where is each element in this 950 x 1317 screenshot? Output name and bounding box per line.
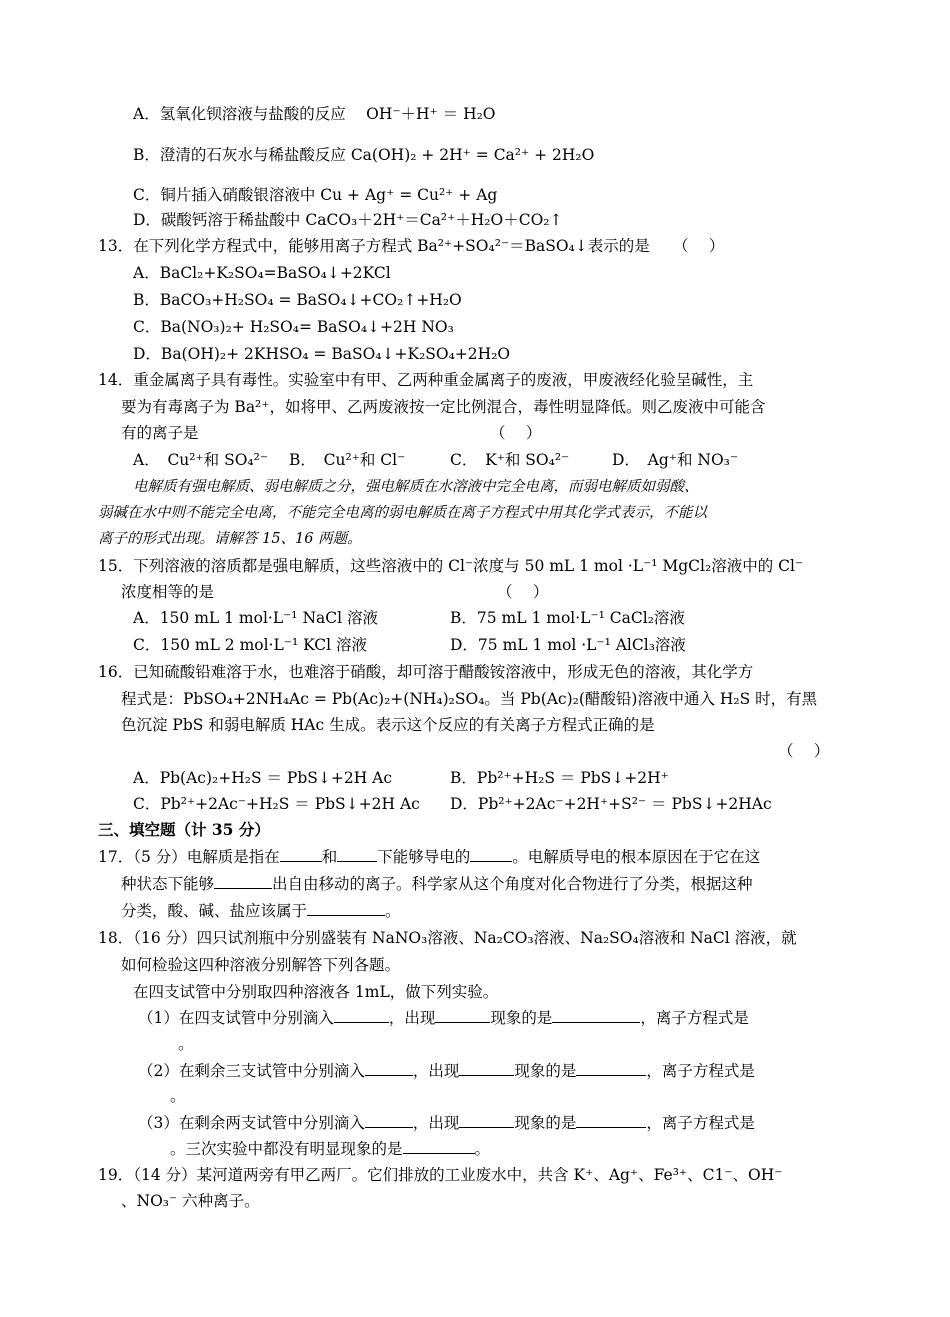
q17-text: 。 (385, 902, 401, 920)
q13-stem: 13．在下列化学方程式中，能够用离子方程式 Ba²⁺+SO₄²⁻＝BaSO₄↓表示的是 （ ） (98, 237, 725, 255)
q16-option-c: C．Pb²⁺+2Ac⁻+H₂S ＝ PbS↓+2H Ac (133, 795, 420, 813)
blank[interactable] (403, 1139, 475, 1154)
passage-line-1: 电解质有强电解质、弱电解质之分，强电解质在水溶液中完全电离，而弱电解质如弱酸、 (133, 479, 699, 495)
q16-line-2: 程式是：PbSO₄+2NH₄Ac = Pb(Ac)₂+(NH₄)₂SO₄。当 Pb(Ac)₂(醋酸铅)溶液中通入 H₂S 时，有黑 (121, 690, 818, 708)
q19-line-2: 、NO₃⁻ 六种离子。 (121, 1192, 260, 1210)
q18-text: ，离子方程式是 (640, 1009, 749, 1027)
q18-line-3: 在四支试管中分别取四种溶液各 1mL，做下列实验。 (133, 983, 499, 1001)
q18-line-1: 18．（16 分）四只试剂瓶中分别盛装有 NaNO₃溶液、Na₂CO₃溶液、Na₂SO₄溶液和 NaCl 溶液，就 (98, 929, 797, 947)
q15-line-2: 浓度相等的是 (121, 583, 215, 601)
q17-line-2 (121, 874, 753, 894)
blank[interactable] (459, 1113, 514, 1128)
q15-option-c: C．150 mL 2 mol·L⁻¹ KCl 溶液 (133, 636, 368, 654)
q13-option-b: B．BaCO₃+H₂SO₄ = BaSO₄↓+CO₂↑+H₂O (133, 291, 462, 309)
q16-line-1: 16．已知硫酸铅难溶于水，也难溶于硝酸，却可溶于醋酸铵溶液中，形成无色的溶液，其化学方 (98, 663, 754, 681)
blank[interactable] (435, 1008, 490, 1023)
q14-option-d: D． Ag⁺和 NO₃⁻ (612, 451, 739, 469)
q17-text: 种状态下能够 (121, 875, 215, 893)
q14-option-a: A． Cu²⁺和 SO₄²⁻ (133, 451, 269, 469)
q16-option-b: B．Pb²⁺+H₂S ＝ PbS↓+2H⁺ (450, 769, 669, 787)
blank[interactable] (280, 847, 322, 862)
q18-text: （3）在剩余两支试管中分别滴入 (138, 1114, 365, 1132)
q18-text: （2）在剩余三支试管中分别滴入 (138, 1062, 365, 1080)
blank[interactable] (337, 847, 377, 862)
q14-answer-paren: （ ） (490, 424, 542, 442)
q17-text: 分类，酸、碱、盐应该属于 (121, 902, 308, 920)
q18-text: ，离子方程式是 (646, 1114, 755, 1132)
q18-text: ，出现 (388, 1009, 436, 1027)
q13-option-a: A．BaCl₂+K₂SO₄=BaSO₄↓+2KCl (133, 264, 391, 282)
passage-line-2: 弱碱在水中则不能完全电离，不能完全电离的弱电解质在离子方程式中用其化学式表示，不能以 (98, 505, 707, 521)
q18-sub-1-end: 。 (178, 1035, 194, 1053)
q18-text: ，出现 (412, 1062, 460, 1080)
q18-text: 现象的是 (514, 1062, 577, 1080)
q18-sub-2 (138, 1061, 755, 1081)
blank[interactable] (307, 901, 385, 916)
q15-line-1: 15．下列溶液的溶质都是强电解质，这些溶液中的 Cl⁻浓度与 50 mL 1 mol ·L⁻¹ MgCl₂溶液中的 Cl⁻ (98, 557, 804, 575)
q18-text: 。 (474, 1140, 491, 1158)
q13-option-c: C．Ba(NO₃)₂+ H₂SO₄= BaSO₄↓+2H NO₃ (133, 318, 454, 336)
q12-option-d: D．碳酸钙溶于稀盐酸中 CaCO₃＋2H⁺＝Ca²⁺＋H₂O＋CO₂↑ (133, 211, 563, 229)
q18-text: ，离子方程式是 (646, 1062, 755, 1080)
blank[interactable] (459, 1061, 514, 1076)
q16-answer-paren: （ ） (778, 742, 830, 760)
q14-option-b: B． Cu²⁺和 Cl⁻ (289, 451, 406, 469)
q18-sub-1 (138, 1008, 749, 1028)
q15-option-a: A．150 mL 1 mol·L⁻¹ NaCl 溶液 (133, 609, 378, 627)
q17-line-1 (98, 847, 760, 867)
q15-option-d: D．75 mL 1 mol ·L⁻¹ AlCl₃溶液 (450, 636, 686, 654)
q15-answer-paren: （ ） (497, 583, 549, 601)
q17-text: 出自由移动的离子。科学家从这个角度对化合物进行了分类，根据这种 (272, 875, 753, 893)
q17-text: 下能够导电的 (377, 848, 471, 866)
q17-text: 和 (321, 848, 338, 866)
q13-option-d: D．Ba(OH)₂+ 2KHSO₄ = BaSO₄↓+K₂SO₄+2H₂O (133, 345, 511, 363)
q18-line-2: 如何检验这四种溶液分别解答下列各题。 (121, 956, 401, 974)
q16-option-d: D．Pb²⁺+2Ac⁻+2H⁺+S²⁻ ＝ PbS↓+2HAc (450, 795, 772, 813)
q16-line-3: 色沉淀 PbS 和弱电解质 HAc 生成。表示这个反应的有关离子方程式正确的是 (121, 716, 655, 734)
blank[interactable] (576, 1113, 646, 1128)
q12-option-c: C．铜片插入硝酸银溶液中 Cu + Ag⁺ = Cu²⁺ + Ag (133, 186, 498, 204)
q18-text: ，出现 (412, 1114, 460, 1132)
blank[interactable] (552, 1008, 640, 1023)
q18-sub-3-end (170, 1139, 490, 1159)
q18-text: 现象的是 (514, 1114, 577, 1132)
q17-text: 17．（5 分）电解质是指在 (98, 848, 280, 866)
q17-line-3 (121, 901, 401, 921)
q18-text: （1）在四支试管中分别滴入 (138, 1009, 334, 1027)
q15-option-b: B．75 mL 1 mol·L⁻¹ CaCl₂溶液 (450, 609, 685, 627)
q18-text: 。三次实验中都没有明显现象的是 (170, 1140, 403, 1158)
blank[interactable] (334, 1008, 389, 1023)
q14-line-3: 有的离子是 (121, 424, 199, 442)
blank[interactable] (365, 1113, 413, 1128)
q19-line-1: 19．（14 分）某河道两旁有甲乙两厂。它们排放的工业废水中，共含 K⁺、Ag⁺、Fe³⁺、C1⁻、OH⁻ (98, 1166, 783, 1184)
q18-sub-2-end: 。 (170, 1087, 186, 1105)
blank[interactable] (214, 874, 272, 889)
q17-text: 。电解质导电的根本原因在于它在这 (512, 848, 761, 866)
q14-option-c: C． K⁺和 SO₄²⁻ (450, 451, 570, 469)
q14-line-2: 要为有毒离子为 Ba²⁺，如将甲、乙两废液按一定比例混合，毒性明显降低。则乙废液中可能含 (121, 398, 766, 416)
q18-text: 现象的是 (490, 1009, 553, 1027)
blank[interactable] (365, 1061, 413, 1076)
q16-option-a: A．Pb(Ac)₂+H₂S ＝ PbS↓+2H Ac (133, 769, 393, 787)
blank[interactable] (470, 847, 512, 862)
section-heading: 三、填空题（计 35 分） (98, 820, 270, 839)
q14-line-1: 14．重金属离子具有毒性。实验室中有甲、乙两种重金属离子的废液，甲废液经化验呈碱性，主 (98, 371, 754, 389)
q12-option-a: A．氢氧化钡溶液与盐酸的反应 OH⁻＋H⁺ ＝ H₂O (133, 105, 496, 123)
blank[interactable] (576, 1061, 646, 1076)
q18-sub-3 (138, 1113, 755, 1133)
q12-option-b: B．澄清的石灰水与稀盐酸反应 Ca(OH)₂ + 2H⁺ = Ca²⁺ + 2H₂O (133, 146, 595, 164)
passage-line-3: 离子的形式出现。请解答 15、16 两题。 (98, 531, 362, 547)
